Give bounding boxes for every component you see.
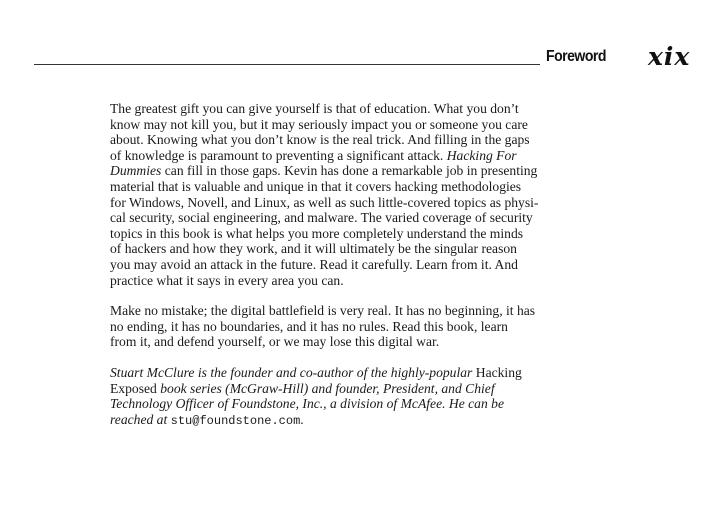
series-title: Hacking	[475, 364, 522, 380]
text-segment: reached at	[110, 411, 171, 427]
text-line: Make no mistake; the digital battlefield is very real. It has no beginning, it has	[110, 303, 536, 319]
author-bio	[110, 365, 622, 429]
text-segment: can fill in those gaps. Kevin has done a remarkable job in presenting	[164, 163, 538, 179]
text-segment: .	[300, 411, 304, 427]
text-line: practice what it says in every area you can.	[110, 272, 344, 288]
page-number: xix	[648, 42, 691, 71]
text-line	[110, 163, 622, 179]
text-segment: Stuart McClure is the founder and co-author of the highly-popular	[110, 364, 476, 380]
running-header-title: Foreword	[546, 48, 606, 65]
text-line	[110, 148, 622, 164]
text-line: material that is valuable and unique in that it covers hacking methodologies	[110, 178, 522, 194]
paragraph-1	[110, 101, 622, 288]
text-line	[110, 381, 622, 397]
book-title: Hacking For	[446, 147, 517, 163]
text-line: know may not kill you, but it may seriously impact you or someone you care	[110, 116, 528, 132]
series-title: Exposed	[110, 380, 157, 396]
foreword-body	[110, 101, 622, 444]
text-line: cal security, social engineering, and malware. The varied coverage of security	[110, 210, 533, 226]
paragraph-2	[110, 303, 622, 350]
text-line: of hackers and how they work, and it will ultimately be the singular reason	[110, 241, 517, 257]
text-line: you may avoid an attack in the future. Read it carefully. Learn from it. And	[110, 256, 518, 272]
text-segment: book series (McGraw-Hill) and founder, President, and Chief	[156, 380, 495, 396]
text-segment: of knowledge is paramount to preventing a significant attack.	[110, 147, 447, 163]
text-line: from it, and defend yourself, or we may lose this digital war.	[110, 334, 440, 350]
text-line: about. Knowing what you don’t know is the real trick. And filling in the gaps	[110, 132, 530, 148]
text-line: no ending, it has no boundaries, and it has no rules. Read this book, learn	[110, 318, 508, 334]
book-title: Dummies	[110, 163, 162, 179]
text-line	[110, 412, 622, 430]
text-line: for Windows, Novell, and Linux, as well as such little-covered topics as physi-	[110, 194, 539, 210]
text-line	[110, 365, 622, 381]
text-line: Technology Officer of Foundstone, Inc., a division of McAfee. He can be	[110, 396, 504, 412]
header-rule	[34, 64, 540, 65]
text-line: topics in this book is what helps you more completely understand the minds	[110, 225, 524, 241]
text-line: The greatest gift you can give yourself is that of education. What you don’t	[110, 101, 519, 116]
author-email: stu@foundstone.com	[170, 413, 301, 428]
